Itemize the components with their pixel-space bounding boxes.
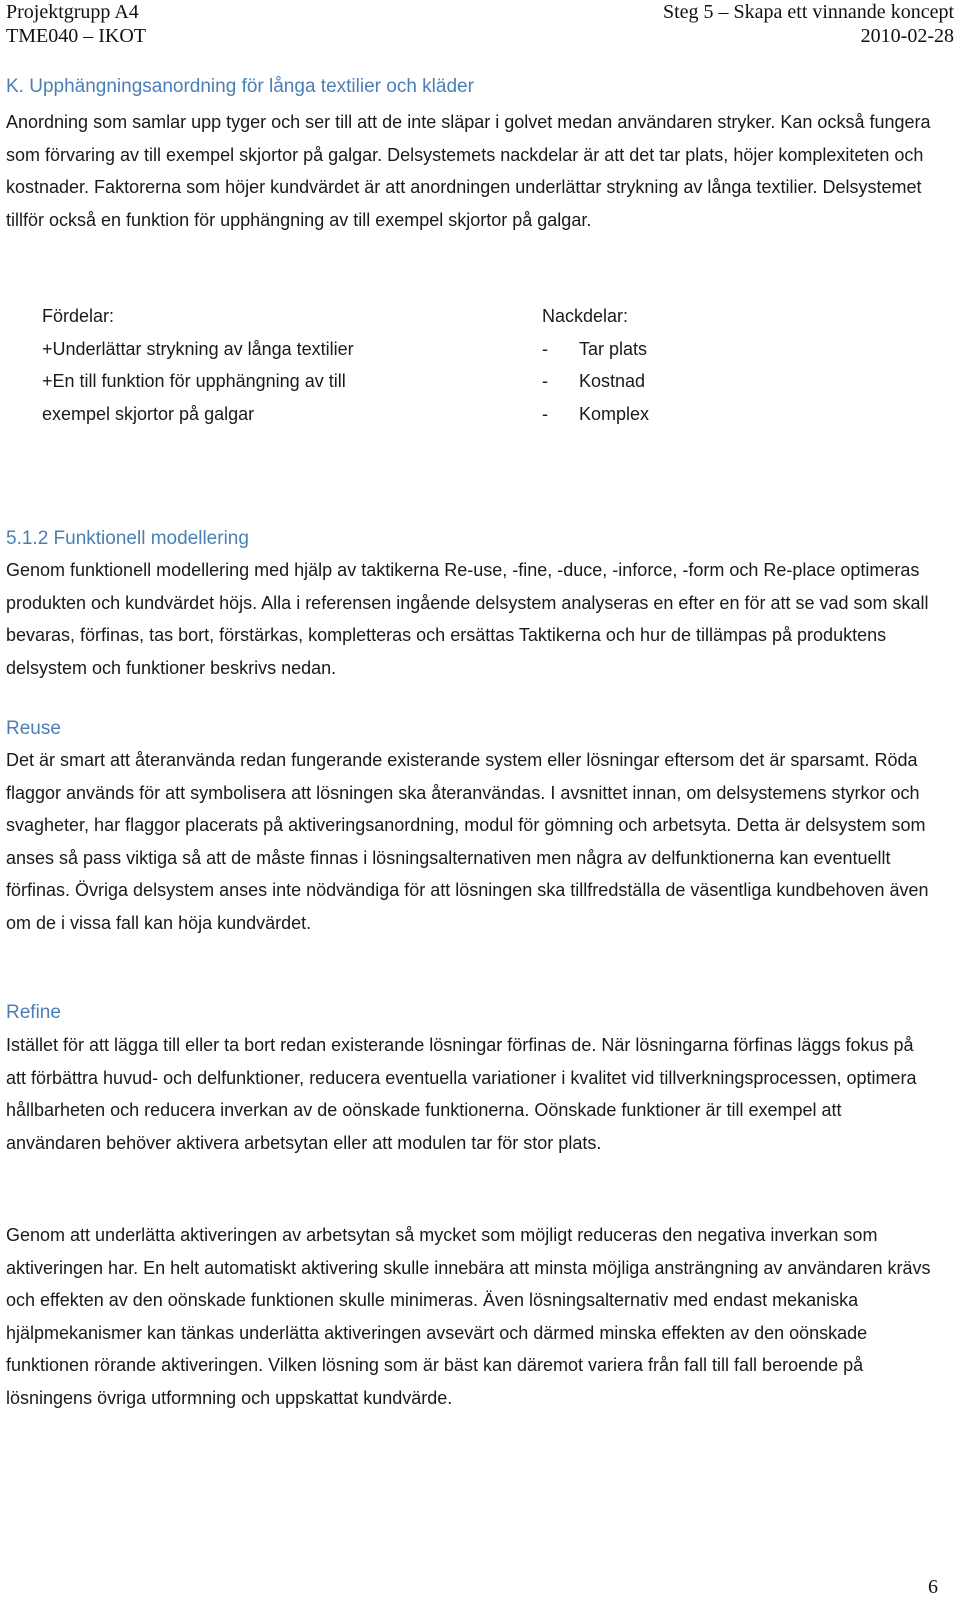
cons-dash: - [542,403,548,424]
pros-item: +Underlättar strykning av långa textilier [42,338,354,359]
pros-item: +En till funktion för upphängning av till [42,371,346,391]
header-date: 2010-02-28 [860,25,954,47]
reuse-paragraph: Det är smart att återanvända redan fungerande existerande system eller lösningar eftersom det är sparsamt. Röda flaggor används för att symbolisera att lösningen ska återanvändas. I avsnittet innan, om delsystemens styrkor och svagheter, har flaggor placerats på aktiveringsanordning, modul för gömning och arbetsyta. Detta är delsystem som anses så pass viktiga så att de måste finnas i lösningsalternativen men några av delfunktionerna kan eventuellt förfinas. Övriga delsystem anses inte nödvändiga för att lösningen ska tillfredställa de väsentliga kundbehoven även om de i vissa fall kan höja kundvärdet. [6,750,929,933]
refine-title: Refine [6,1002,61,1023]
section-k-paragraph: Anordning som samlar upp tyger och ser till att de inte släpar i golvet medan användaren stryker. Kan också fungera som förvaring av till exempel skjortor på galgar. Delsystemets nackdelar är att det tar plats, höjer komplexiteten och kostnader. Faktorerna som höjer kundvärdet är att anordningen underlättar strykning av långa textilier. Delsystemet tillför också en funktion för upphängning av till exempel skjortor på galgar. [6,112,931,230]
refine-paragraph-2: Genom att underlätta aktiveringen av arbetsytan så mycket som möjligt reduceras den negativa inverkan som aktiveringen har. En helt automatiskt aktivering skulle innebära att minsta möjliga ansträngning av användaren krävs och effekten av den oönskade funktionen skulle minimeras. Även lösningsalternativ med endast mekaniska hjälpmekanismer kan tänkas underlätta aktiveringen avsevärt och därmed minska effekten av den oönskade funktionen rörande aktiveringen. Vilken lösning som är bäst kan däremot variera från fall till fall beroende på lösningens övriga utformning och uppskattat kundvärde. [6,1225,931,1408]
pros-item: exempel skjortor på galgar [42,403,255,424]
cons-item-text: Kostnad [579,371,646,391]
header-group-name: Projektgrupp A4 [6,1,139,23]
cons-column [542,300,842,430]
page-header [6,0,954,52]
header-step-title: Steg 5 – Skapa ett vinnande koncept [662,1,954,23]
reuse-title: Reuse [6,718,61,739]
cons-item-text: Komplex [579,403,650,424]
cons-item [542,398,842,431]
pros-column [42,300,462,430]
page-number: 6 [928,1576,938,1598]
section-k-title: K. Upphängningsanordning för långa textilier och kläder [6,76,474,97]
refine-paragraph-1: Istället för att lägga till eller ta bort redan existerande lösningar förfinas de. När lösningarna förfinas läggs fokus på att förbättra huvud- och delfunktioner, reducera eventuella variationer i kvalitet vid tillverkningsprocessen, optimera hållbarheten och reducera inverkan av de oönskade funktionerna. Oönskade funktioner är till exempel att användaren behöver aktivera arbetsytan eller att modulen tar för stor plats. [6,1035,917,1153]
cons-item-text: Tar plats [579,338,648,359]
cons-dash: - [542,371,548,391]
section-512-paragraph: Genom funktionell modellering med hjälp av taktikerna Re-use, -fine, -duce, -inforce, -form och Re-place optimeras produkten och kundvärdet höjs. Alla i referensen ingående delsystem analyseras en efter en för att se vad som skall bevaras, förfinas, tas bort, förstärkas, kompletteras och ersättas Taktikerna och hur de tillämpas på produktens delsystem och funktioner beskrivs nedan. [6,560,929,678]
header-course-code: TME040 – IKOT [6,25,146,47]
cons-dash: - [542,338,548,359]
section-512-title: 5.1.2 Funktionell modellering [6,528,249,549]
pros-heading: Fördelar: [42,306,115,326]
cons-heading: Nackdelar: [542,306,629,326]
cons-item [542,365,842,398]
cons-item [542,333,842,366]
